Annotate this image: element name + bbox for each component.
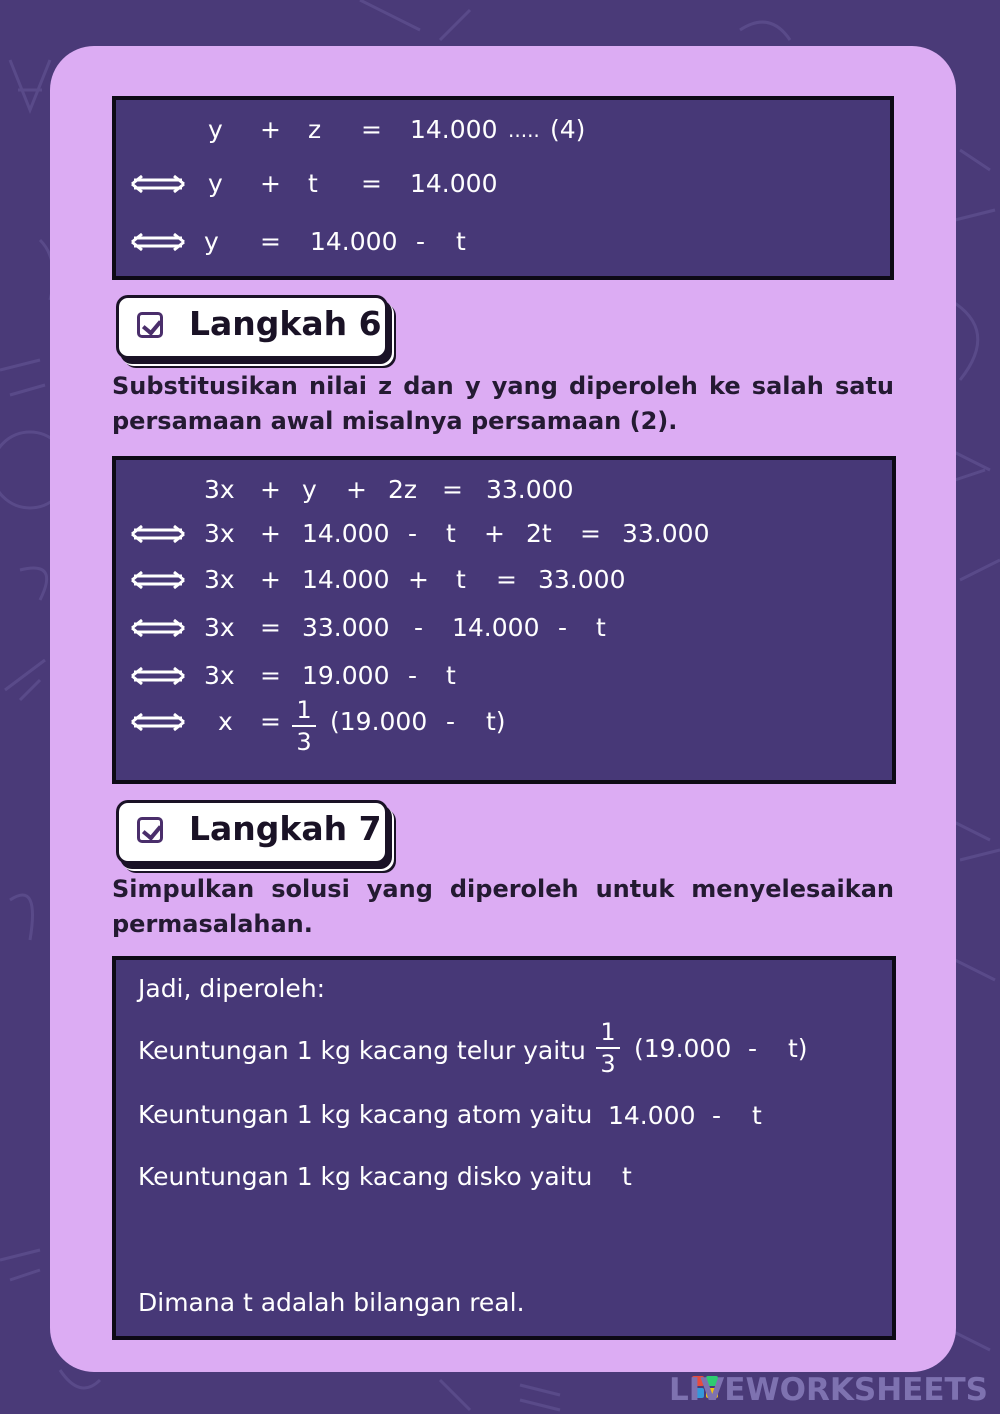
step-badge-7 — [116, 800, 388, 864]
operator: + — [260, 169, 281, 198]
operator: + — [408, 565, 429, 594]
equation-row — [116, 560, 892, 600]
iff-arrow-icon — [130, 712, 186, 732]
term: 2z — [388, 475, 418, 504]
term: 33.000 — [622, 519, 710, 548]
iff-arrow-icon — [130, 232, 186, 252]
conclusion-line-kacang-telur — [138, 1036, 586, 1065]
ellipsis: ..... — [508, 118, 540, 142]
fraction — [596, 1020, 620, 1076]
equation-row — [116, 110, 890, 150]
equals-sign: = — [260, 661, 281, 690]
term: y — [208, 169, 223, 198]
conclusion-label: Keuntungan 1 kg kacang telur yaitu — [138, 1036, 586, 1065]
expr-operator: - — [712, 1101, 722, 1130]
fraction-bar — [292, 725, 316, 727]
checkbox-icon — [137, 312, 163, 338]
conclusion-line-kacang-atom — [138, 1100, 592, 1129]
step7-instruction: Simpulkan solusi yang diperoleh untuk menyelesaikan permasalahan. — [112, 875, 894, 938]
term: 33.000 — [302, 613, 390, 642]
equation-number: (4) — [550, 115, 586, 144]
equation-row — [116, 696, 892, 756]
term: 3x — [204, 519, 235, 548]
equation-row — [116, 514, 892, 554]
operator: - — [408, 661, 418, 690]
term: 33.000 — [486, 475, 574, 504]
term: y — [204, 227, 219, 256]
equation-row — [116, 470, 892, 510]
term: y — [208, 115, 223, 144]
term: (19.000 — [330, 707, 428, 736]
term: 14.000 — [302, 519, 390, 548]
equation-box-step6 — [112, 456, 896, 784]
step-badge-6 — [116, 295, 388, 359]
operator: + — [260, 475, 281, 504]
liveworksheets-watermark: LIVEWORKSHEETS — [669, 1372, 988, 1408]
term: z — [308, 115, 322, 144]
iff-arrow-icon — [130, 570, 186, 590]
term: x — [218, 707, 233, 736]
expr-term: 14.000 — [608, 1101, 696, 1130]
term: 14.000 — [310, 227, 398, 256]
step6-instruction: Substitusikan nilai z dan y yang diperoleh ke salah satu persamaan awal misalnya persamaan (2). — [112, 372, 894, 435]
operator: - — [446, 707, 456, 736]
conclusion-label: Keuntungan 1 kg kacang disko yaitu — [138, 1162, 593, 1191]
term: 14.000 — [410, 115, 498, 144]
term: 3x — [204, 613, 235, 642]
equals-sign: = — [260, 707, 281, 736]
equals-sign: = — [260, 613, 281, 642]
term: 19.000 — [302, 661, 390, 690]
conclusion-footer: Dimana t adalah bilangan real. — [138, 1288, 525, 1317]
expr-term: (19.000 — [634, 1034, 732, 1063]
term: t — [446, 519, 456, 548]
fraction-numerator: 1 — [296, 696, 312, 724]
equals-sign: = — [361, 115, 382, 144]
operator: - — [416, 227, 426, 256]
equals-sign: = — [580, 519, 601, 548]
iff-arrow-icon — [130, 618, 186, 638]
equation-row — [116, 164, 890, 204]
term: t — [308, 169, 318, 198]
term: t — [596, 613, 606, 642]
expr-term: t — [752, 1101, 762, 1130]
fraction-denominator: 3 — [600, 1050, 616, 1078]
term: 14.000 — [410, 169, 498, 198]
term: t — [456, 565, 466, 594]
fraction-numerator: 1 — [600, 1018, 616, 1046]
equals-sign: = — [361, 169, 382, 198]
checkbox-icon — [137, 817, 163, 843]
conclusion-intro: Jadi, diperoleh: — [138, 974, 326, 1003]
term: 33.000 — [538, 565, 626, 594]
equals-sign: = — [260, 227, 281, 256]
conclusion-line-kacang-disko — [138, 1162, 592, 1191]
term: 3x — [204, 661, 235, 690]
fraction-bar — [596, 1047, 620, 1049]
operator: - — [408, 519, 418, 548]
term: t) — [486, 707, 506, 736]
iff-arrow-icon — [130, 524, 186, 544]
operator: - — [414, 613, 424, 642]
equals-sign: = — [496, 565, 517, 594]
operator: + — [260, 519, 281, 548]
fraction-denominator: 3 — [296, 728, 312, 756]
equation-row — [116, 608, 892, 648]
step-title: Langkah 6 — [189, 304, 382, 343]
term: 14.000 — [452, 613, 540, 642]
term: 3x — [204, 475, 235, 504]
equation-row — [116, 656, 892, 696]
operator: - — [558, 613, 568, 642]
term: 14.000 — [302, 565, 390, 594]
operator: + — [346, 475, 367, 504]
term: 2t — [526, 519, 552, 548]
iff-arrow-icon — [130, 666, 186, 686]
term: t — [446, 661, 456, 690]
equals-sign: = — [442, 475, 463, 504]
equation-box-step5 — [112, 96, 894, 280]
step-title: Langkah 7 — [189, 809, 382, 848]
term: y — [302, 475, 317, 504]
expr-term: t) — [788, 1034, 808, 1063]
iff-arrow-icon — [130, 174, 186, 194]
equation-row — [116, 222, 890, 262]
conclusion-label: Keuntungan 1 kg kacang atom yaitu — [138, 1100, 593, 1129]
fraction — [292, 698, 316, 754]
operator: + — [260, 565, 281, 594]
conclusion-box — [112, 956, 896, 1340]
term: t — [456, 227, 466, 256]
operator: + — [260, 115, 281, 144]
expr-term: t — [622, 1162, 632, 1191]
operator: + — [484, 519, 505, 548]
term: 3x — [204, 565, 235, 594]
expr-operator: - — [748, 1034, 758, 1063]
